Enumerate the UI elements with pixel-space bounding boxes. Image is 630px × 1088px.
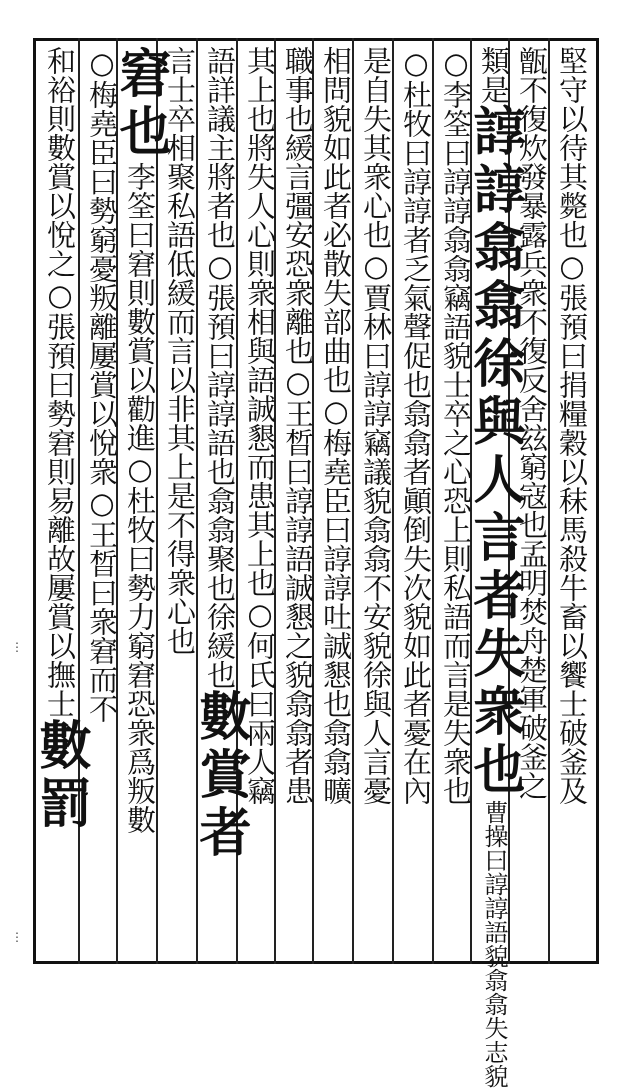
text-column-9: 其上也將失人心則衆相與語誠懇而患其上也○何氏曰兩人竊 xyxy=(243,46,277,805)
margin-mark: ⋮ xyxy=(10,930,24,944)
annotation-text: 曹操曰諄諄語貌翕翕失志貌 xyxy=(480,800,508,1088)
text-run: 李筌曰窘則數賞以勸進○杜牧曰勢力窮窘恐衆爲叛數 xyxy=(123,162,157,834)
main-text-heading: 窘也 xyxy=(110,46,171,162)
text-column-11: 言士卒相聚私語低緩而言以非其上是不得衆心也 xyxy=(163,46,197,655)
text-column-10 xyxy=(190,46,251,956)
text-column-4: ○李筌曰諄諄翕翕竊語貌士卒之心恐上則私語而言是失衆也 xyxy=(439,46,473,805)
text-column-12 xyxy=(110,46,171,956)
text-column-2: 甑不復炊發暴露兵衆不復反舍玆窮寇也孟明焚舟楚軍破釜之 xyxy=(515,46,549,800)
text-column-7: 相問貌如此者必散失部曲也○梅堯臣曰諄諄吐誠懇也翕翕曠 xyxy=(319,46,353,805)
text-column-14 xyxy=(30,46,91,956)
text-column-13: ○梅堯臣曰勢窮憂叛離屢賞以悅衆○王晳曰衆窘而不 xyxy=(85,46,119,723)
text-column-3 xyxy=(464,46,525,1088)
text-run: 類是 xyxy=(477,46,511,104)
main-text-heading: 諄諄翕翕徐與人言者失衆也 xyxy=(464,104,525,800)
main-text-heading: 數罰 xyxy=(30,718,91,834)
text-column-1: 堅守以待其斃也○張預曰捐糧穀以秣馬殺牛畜以饗士破釜及 xyxy=(555,46,589,805)
text-run: 和裕則數賞以悅之○張預曰勢窘則易離故屢賞以撫士 xyxy=(43,46,77,718)
text-column-8: 職事也緩言彊安恐衆離也○王晳曰諄諄語誠懇之貌翕翕者患 xyxy=(281,46,315,805)
margin-mark: ⋮ xyxy=(10,640,24,654)
text-column-6: 是自失其衆心也○賈林曰諄諄竊議貌翕翕不安貌徐與人言憂 xyxy=(359,46,393,805)
main-text-heading: 數賞者 xyxy=(190,689,251,863)
text-column-5: ○杜牧曰諄諄者乏氣聲促也翕翕者顚倒失次貌如此者憂在內 xyxy=(399,46,433,805)
text-run: 語詳議主將者也○張預曰諄諄語也翕翕聚也徐緩也 xyxy=(203,46,237,689)
